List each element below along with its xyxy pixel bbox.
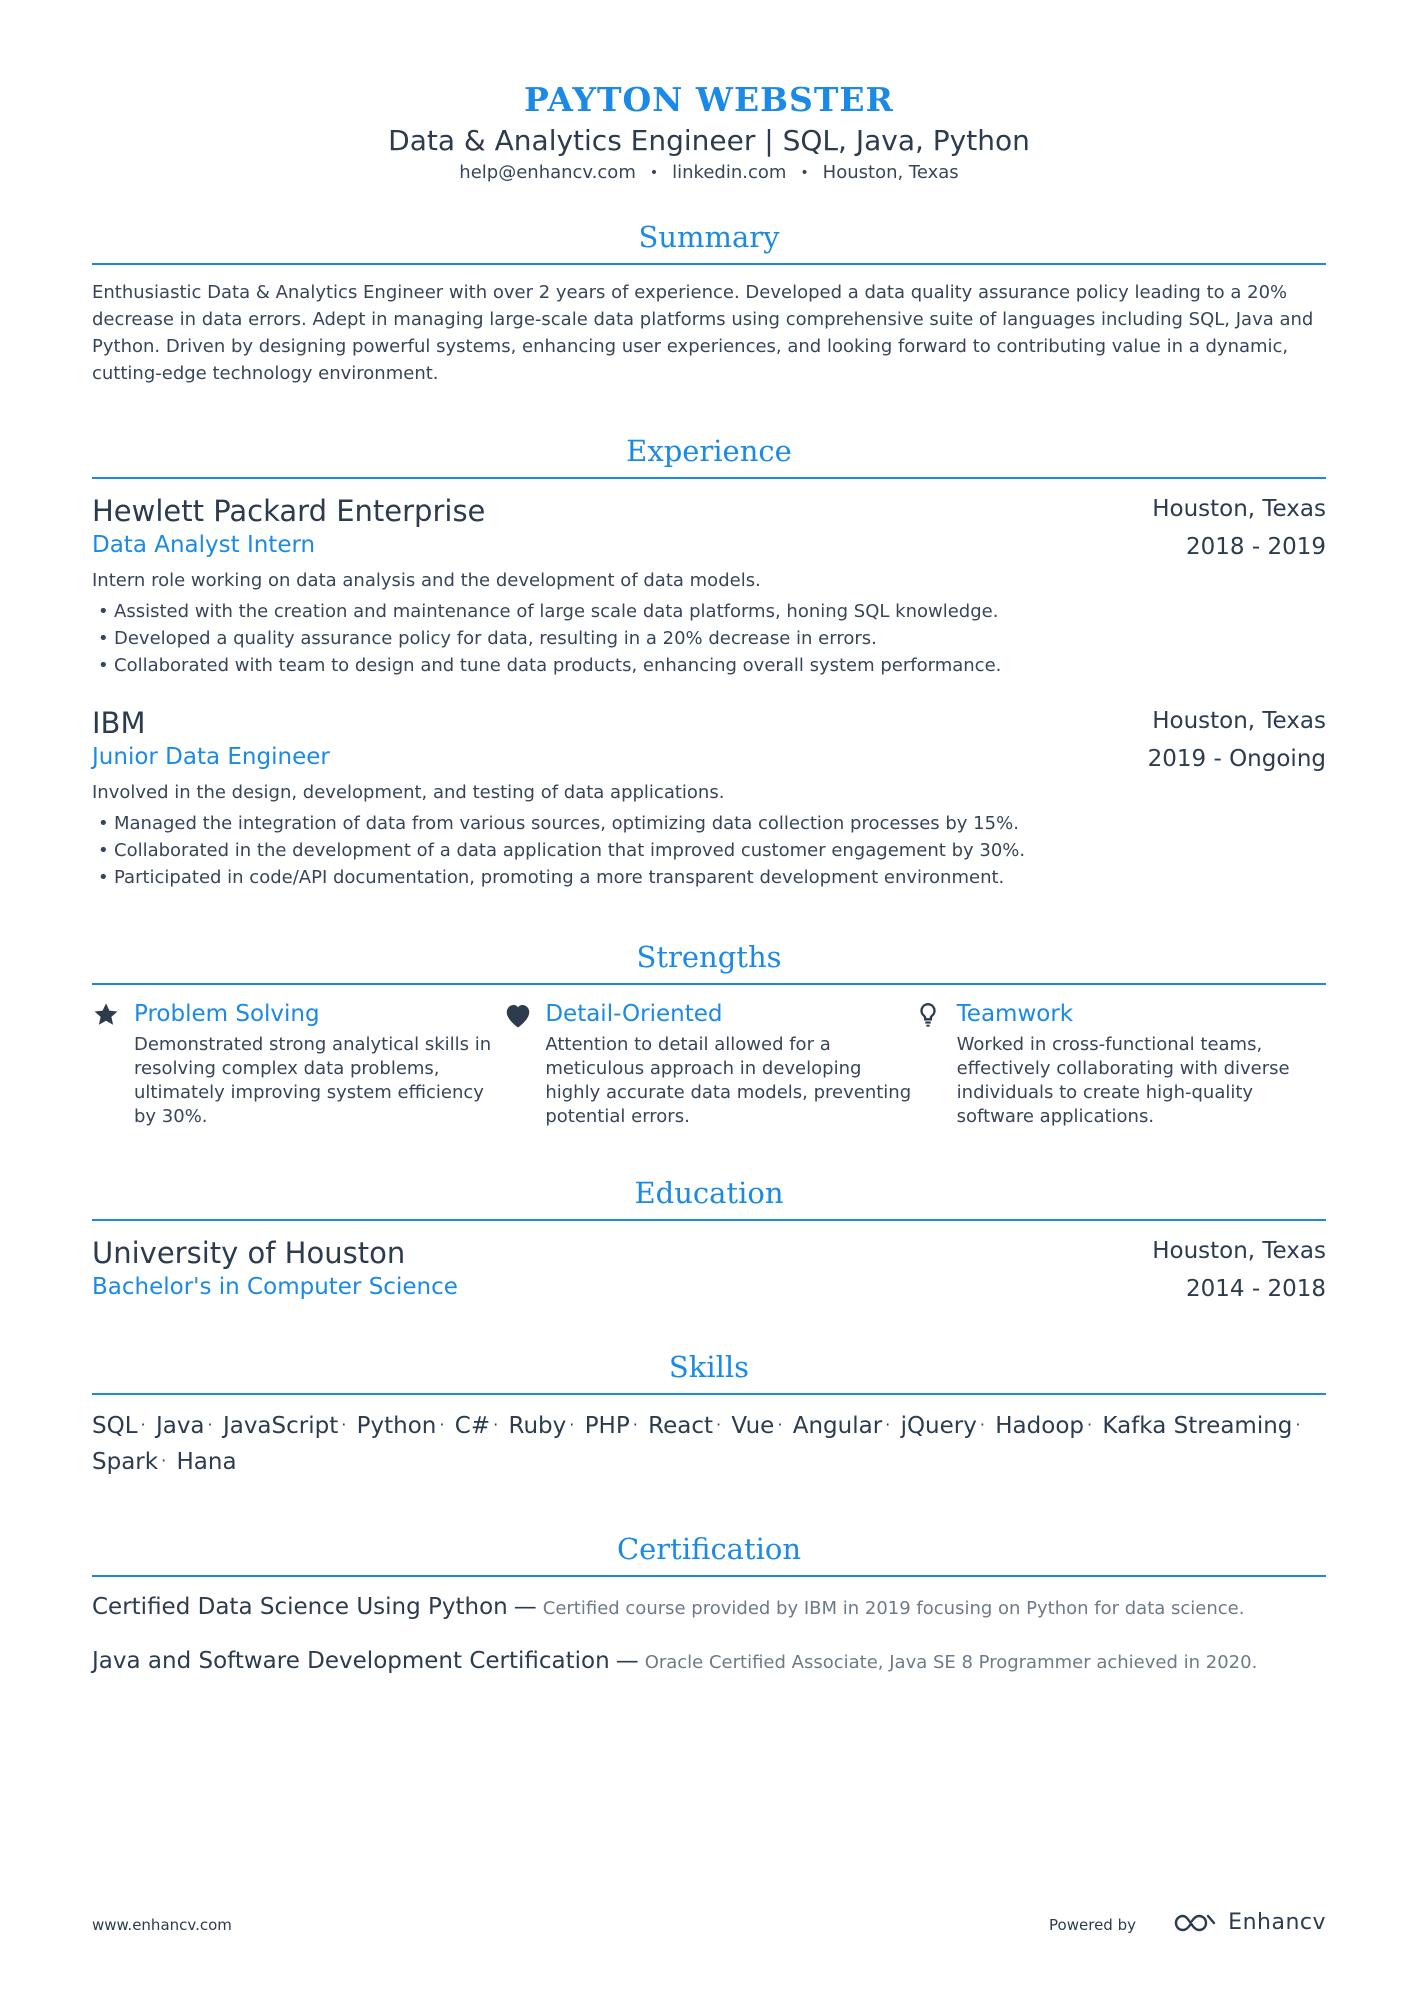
skills-list [92,1409,1326,1481]
job-dates: 2019 - Ongoing [1147,746,1326,772]
certification-description: Certified course provided by IBM in 2019 focusing on Python for data science. [542,1598,1245,1619]
job-role: Junior Data Engineer [92,744,330,770]
strengths-section [92,937,1326,1129]
education-entry [92,1235,1326,1303]
job-location: Houston, Texas [1152,496,1326,522]
job-bullets [92,598,1326,679]
footer-website-link[interactable]: www.enhancv.com [92,1916,232,1934]
list-item [92,837,1326,864]
skill-separator: · [716,1415,722,1434]
bullet-text: Managed the integration of data from various sources, optimizing data collection processes by 15%. [114,813,1019,834]
skill-item: jQuery [900,1413,977,1439]
section-divider [92,1219,1326,1221]
certification-description: Oracle Certified Associate, Java SE 8 Programmer achieved in 2020. [644,1652,1258,1673]
skill-item: Hana [176,1449,237,1475]
job-description: Involved in the design, development, and testing of data applications. [92,782,725,803]
list-item [92,864,1326,891]
strength-item [915,999,1326,1129]
skill-separator: · [979,1415,985,1434]
strength-item [503,999,914,1129]
section-title-certification: Certification [616,1532,802,1566]
skill-separator: · [207,1415,213,1434]
job-bullets [92,810,1326,891]
page-footer [92,1910,1326,1940]
job-description: Intern role working on data analysis and the development of data models. [92,570,761,591]
bullet-dot: • [98,628,109,649]
contact-line [92,160,1326,187]
section-divider [92,1393,1326,1395]
contact-linkedin[interactable]: linkedin.com [672,162,787,183]
skill-item: Hadoop [995,1413,1084,1439]
powered-by-label: Powered by [1049,1916,1136,1934]
skill-separator: · [1087,1415,1093,1434]
em-dash: — [513,1594,537,1620]
school-name: University of Houston [92,1236,406,1270]
strength-item [92,999,503,1129]
strength-name: Teamwork [956,1001,1074,1027]
experience-entry [92,705,1326,891]
bullet-text: Assisted with the creation and maintenance of large scale data platforms, honing SQL knowledge. [114,601,999,622]
contact-location: Houston, Texas [822,162,959,183]
certification-item [92,1591,1326,1625]
skills-section [92,1347,1326,1481]
summary-text: Enthusiastic Data & Analytics Engineer with over 2 years of experience. Developed a data quality assurance policy leading to a 20% decrease in data errors. Adept in managing large-scale data platforms using comprehensive suite of languages including SQL, Java and Python. Driven by designing powerful systems, enhancing user experiences, and looking forward to contributing value in a dynamic, cutting-edge technology environment. [92,282,1314,384]
skill-item: PHP [584,1413,630,1439]
skill-separator: · [140,1415,146,1434]
experience-entry [92,493,1326,679]
bullet-text: Collaborated with team to design and tune data products, enhancing overall system performance. [114,655,1002,676]
skill-item: Kafka Streaming [1102,1413,1293,1439]
strength-name: Problem Solving [134,1001,320,1027]
degree-name: Bachelor's in Computer Science [92,1274,458,1300]
education-section [92,1173,1326,1303]
section-title-summary: Summary [638,220,780,254]
strengths-grid [92,999,1326,1129]
list-item [92,625,1326,652]
list-item [92,810,1326,837]
skill-item: JavaScript [222,1413,339,1439]
em-dash: — [615,1648,639,1674]
school-location: Houston, Texas [1152,1238,1326,1264]
strength-description: Attention to detail allowed for a meticulous approach in developing highly accurate data models, preventing potential errors. [545,1034,912,1127]
star-icon [92,999,134,1129]
bullet-dot: • [98,655,109,676]
skill-separator: · [1295,1415,1301,1434]
skill-separator: · [777,1415,783,1434]
section-title-experience: Experience [626,434,792,468]
skill-item: React [648,1413,713,1439]
brand-logo[interactable] [1172,1910,1326,1935]
section-divider [92,1575,1326,1577]
brand-name: Enhancv [1228,1910,1326,1935]
skill-separator: · [493,1415,499,1434]
certification-section [92,1529,1326,1679]
job-role: Data Analyst Intern [92,532,316,558]
skill-separator: · [885,1415,891,1434]
certification-name: Java and Software Development Certification [92,1648,610,1674]
section-title-education: Education [634,1176,784,1210]
section-divider [92,263,1326,265]
candidate-title: Data & Analytics Engineer | SQL, Java, Python [388,124,1030,157]
skill-item: Python [356,1413,437,1439]
bullet-separator: • [649,165,659,181]
skill-separator: · [161,1451,167,1470]
skill-separator: · [569,1415,575,1434]
strength-description: Demonstrated strong analytical skills in resolving complex data problems, ultimately improving system efficiency by 30%. [134,1034,492,1127]
strength-description: Worked in cross-functional teams, effectively collaborating with diverse individuals to create high-quality software applications. [956,1034,1290,1127]
section-divider [92,477,1326,479]
summary-section [92,217,1326,387]
resume-page [92,0,1326,1679]
section-divider [92,983,1326,985]
bullet-separator: • [800,165,809,181]
bullet-dot: • [98,601,109,622]
strength-name: Detail-Oriented [545,1001,723,1027]
skill-separator: · [439,1415,445,1434]
skill-item: C# [454,1413,491,1439]
bullet-text: Developed a quality assurance policy for data, resulting in a 20% decrease in errors. [114,628,877,649]
section-title-strengths: Strengths [636,940,782,974]
lightbulb-icon [915,999,957,1129]
education-dates: 2014 - 2018 [1186,1276,1326,1302]
certification-item [92,1645,1326,1679]
skill-item: Vue [731,1413,775,1439]
job-location: Houston, Texas [1152,708,1326,734]
contact-email[interactable]: help@enhancv.com [459,162,636,183]
skill-item: Spark [92,1449,159,1475]
heart-icon [503,999,545,1129]
list-item [92,598,1326,625]
job-dates: 2018 - 2019 [1186,534,1326,560]
list-item [92,652,1326,679]
certification-name: Certified Data Science Using Python [92,1594,508,1620]
skill-item: Java [155,1413,205,1439]
company-name: Hewlett Packard Enterprise [92,494,486,528]
bullet-text: Participated in code/API documentation, promoting a more transparent development environment. [114,867,1005,888]
skill-item: Ruby [508,1413,567,1439]
skill-separator: · [632,1415,638,1434]
bullet-dot: • [98,867,109,888]
skill-separator: · [341,1415,347,1434]
bullet-text: Collaborated in the development of a data application that improved customer engagement by 30%. [114,840,1026,861]
candidate-name: PAYTON WEBSTER [524,80,894,119]
resume-header [92,0,1326,187]
bullet-dot: • [98,840,109,861]
company-name: IBM [92,706,146,740]
skill-item: Angular [792,1413,883,1439]
experience-section [92,431,1326,891]
bullet-dot: • [98,813,109,834]
skill-item: SQL [92,1413,138,1439]
infinity-logo-icon [1172,1911,1218,1935]
section-title-skills: Skills [668,1350,750,1384]
